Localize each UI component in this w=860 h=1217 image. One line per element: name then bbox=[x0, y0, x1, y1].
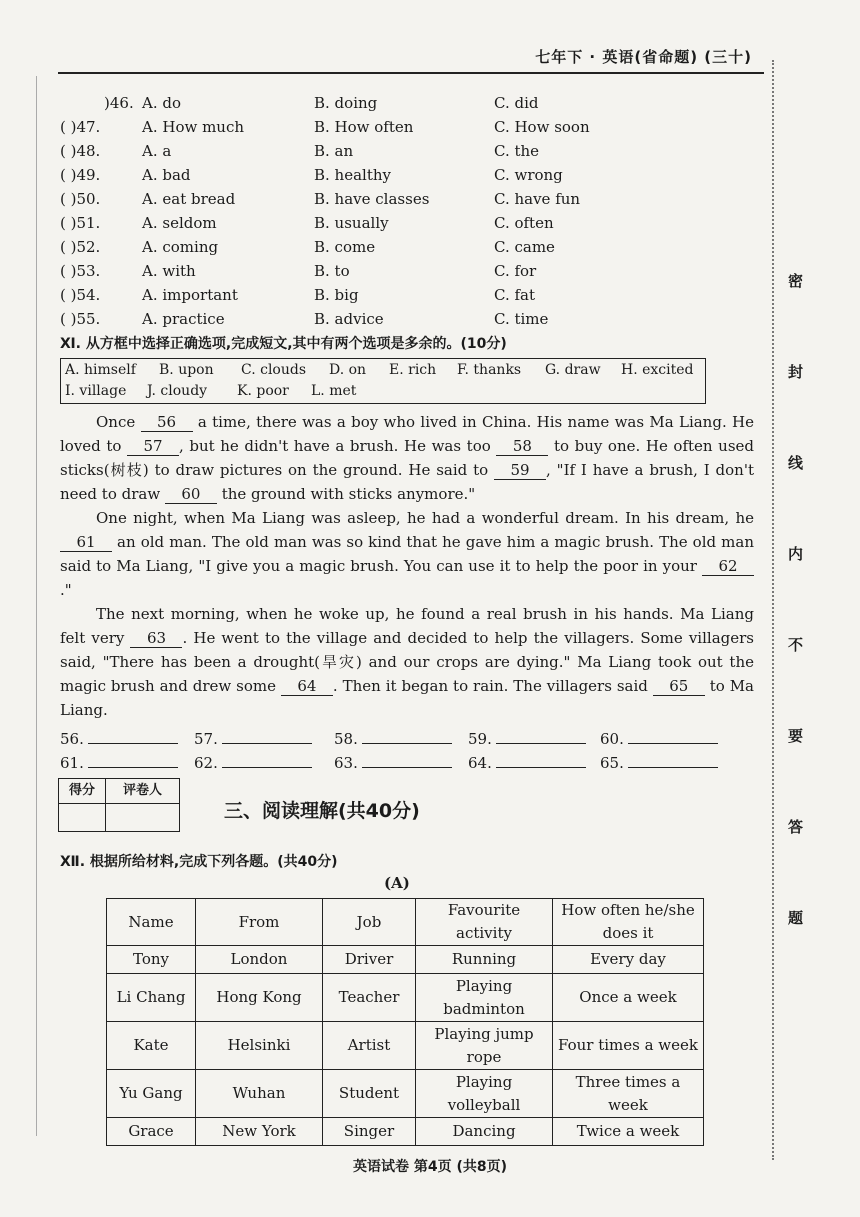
table-cell: Once a week bbox=[553, 974, 704, 1022]
option-b: B. usually bbox=[314, 214, 389, 232]
answer-slot[interactable] bbox=[600, 754, 718, 772]
table-cell: Driver bbox=[323, 946, 416, 974]
question-number: ( )54. bbox=[60, 286, 101, 304]
table-row bbox=[107, 1070, 704, 1118]
page-footer: 英语试卷 第4页 (共8页) bbox=[352, 1159, 508, 1175]
question-number: )46. bbox=[104, 94, 134, 112]
blank-65: 65 bbox=[653, 677, 705, 696]
answer-slot[interactable] bbox=[334, 730, 452, 748]
left-margin-rule bbox=[36, 76, 37, 1136]
answer-label: 61. bbox=[60, 754, 84, 772]
word-option: G. draw bbox=[545, 362, 601, 378]
word-option: F. thanks bbox=[457, 362, 522, 378]
passage-text: One night, when Ma Liang was asleep, he had a wonderful dream. In his dream, he bbox=[96, 509, 754, 527]
table-header-cell: How often he/she does it bbox=[553, 899, 704, 946]
passage-paragraph-1 bbox=[60, 410, 754, 506]
table-header-cell: Favourite activity bbox=[416, 899, 553, 946]
question-number: ( )48. bbox=[60, 142, 101, 160]
score-label: 得分 bbox=[59, 779, 106, 804]
section-11-title: Ⅺ. 从方框中选择正确选项,完成短文,其中有两个选项是多余的。(10分) bbox=[60, 336, 507, 352]
table-cell: New York bbox=[196, 1118, 323, 1146]
answer-slot[interactable] bbox=[468, 754, 586, 772]
table-cell: Every day bbox=[553, 946, 704, 974]
option-a: A. coming bbox=[142, 238, 219, 256]
answer-label: 58. bbox=[334, 730, 358, 748]
option-a: A. a bbox=[142, 142, 172, 160]
option-b: B. doing bbox=[314, 94, 378, 112]
blank-58: 58 bbox=[496, 437, 548, 456]
blank-56: 56 bbox=[141, 413, 193, 432]
table-cell: Playing badminton bbox=[416, 974, 553, 1022]
table-cell: Playing volleyball bbox=[416, 1070, 553, 1118]
table-row bbox=[107, 946, 704, 974]
answer-label: 56. bbox=[60, 730, 84, 748]
option-a: A. seldom bbox=[142, 214, 217, 232]
answer-label: 63. bbox=[334, 754, 358, 772]
table-cell: Twice a week bbox=[553, 1118, 704, 1146]
seal-char: 内 bbox=[788, 545, 804, 563]
word-option: C. clouds bbox=[241, 362, 307, 378]
option-b: B. advice bbox=[314, 310, 384, 328]
passage-text: an old man. The old man was so kind that he gave him a magic brush. The old man said to Ma Liang, "I give you a magic brush. You can use it to help the poor in your bbox=[60, 533, 754, 575]
answer-label: 57. bbox=[194, 730, 218, 748]
option-b: B. How often bbox=[314, 118, 414, 136]
passage-paragraph-2 bbox=[60, 506, 754, 602]
passage-text: Once bbox=[96, 413, 141, 431]
table-cell: Tony bbox=[107, 946, 196, 974]
option-b: B. come bbox=[314, 238, 376, 256]
option-a: A. do bbox=[142, 94, 182, 112]
option-b: B. big bbox=[314, 286, 359, 304]
page-header-title: 七年下 · 英语(省命题) (三十) bbox=[535, 48, 752, 66]
option-b: B. to bbox=[314, 262, 350, 280]
passage-a-label: (A) bbox=[384, 874, 410, 892]
option-c: C. fat bbox=[494, 286, 536, 304]
table-cell: Hong Kong bbox=[196, 974, 323, 1022]
table-row bbox=[107, 1118, 704, 1146]
answer-label: 59. bbox=[468, 730, 492, 748]
table-cell: Li Chang bbox=[107, 974, 196, 1022]
passage-text: to buy one. He often used sticks(树枝) to draw pictures on the ground. He said to bbox=[60, 437, 754, 479]
section-3-title: 三、阅读理解(共40分) bbox=[224, 800, 420, 822]
question-number: ( )50. bbox=[60, 190, 101, 208]
answer-slot[interactable] bbox=[194, 730, 312, 748]
option-b: B. have classes bbox=[314, 190, 430, 208]
table-cell: Three times a week bbox=[553, 1070, 704, 1118]
table-cell: Wuhan bbox=[196, 1070, 323, 1118]
seal-char: 答 bbox=[788, 818, 804, 836]
section-12-title: Ⅻ. 根据所给材料,完成下列各题。(共40分) bbox=[60, 854, 338, 870]
seal-char: 不 bbox=[788, 636, 804, 654]
option-c: C. wrong bbox=[494, 166, 563, 184]
seal-char: 密 bbox=[788, 272, 804, 290]
blank-61: 61 bbox=[60, 533, 112, 552]
score-box bbox=[58, 778, 180, 832]
answer-label: 62. bbox=[194, 754, 218, 772]
option-c: C. How soon bbox=[494, 118, 590, 136]
word-option: L. met bbox=[311, 383, 357, 399]
blank-64: 64 bbox=[281, 677, 333, 696]
blank-60: 60 bbox=[165, 485, 217, 504]
grader-label: 评卷人 bbox=[106, 779, 179, 804]
option-a: A. practice bbox=[142, 310, 225, 328]
question-number: ( )47. bbox=[60, 118, 101, 136]
option-c: C. for bbox=[494, 262, 537, 280]
question-number: ( )55. bbox=[60, 310, 101, 328]
table-cell: Singer bbox=[323, 1118, 416, 1146]
blank-63: 63 bbox=[130, 629, 182, 648]
table-cell: Grace bbox=[107, 1118, 196, 1146]
option-a: A. How much bbox=[142, 118, 245, 136]
question-number: ( )49. bbox=[60, 166, 101, 184]
table-cell: Four times a week bbox=[553, 1022, 704, 1070]
passage-text: a time, there was a boy who lived in China. His name was Ma Liang. He loved to bbox=[60, 413, 754, 455]
table-cell: Helsinki bbox=[196, 1022, 323, 1070]
option-b: B. an bbox=[314, 142, 354, 160]
seal-char: 题 bbox=[788, 909, 804, 927]
table-cell: Teacher bbox=[323, 974, 416, 1022]
passage-text: . Then it began to rain. The villagers said bbox=[332, 677, 653, 695]
answer-label: 64. bbox=[468, 754, 492, 772]
answer-slot[interactable] bbox=[60, 730, 178, 748]
word-option: B. upon bbox=[159, 362, 214, 378]
word-bank-box bbox=[60, 358, 706, 404]
answer-slot[interactable] bbox=[334, 754, 452, 772]
seal-char: 线 bbox=[788, 454, 804, 472]
seal-dotted-line bbox=[772, 60, 774, 1160]
option-a: A. important bbox=[142, 286, 238, 304]
passage-text: ." bbox=[60, 581, 72, 599]
score-divider bbox=[105, 804, 106, 831]
passage-text: . He went to the village and decided to help the villagers. Some villagers said, "There has been a drought(旱灾) and our crops are dying." Ma Liang took out the magic brush and drew some bbox=[60, 629, 754, 695]
table-row bbox=[107, 974, 704, 1022]
answer-slot[interactable] bbox=[60, 754, 178, 772]
option-c: C. often bbox=[494, 214, 554, 232]
option-c: C. came bbox=[494, 238, 555, 256]
passage-paragraph-3 bbox=[60, 602, 754, 722]
word-option: J. cloudy bbox=[147, 383, 208, 399]
cloze-passage bbox=[60, 410, 754, 722]
table-header-cell: From bbox=[196, 899, 323, 946]
option-a: A. eat bread bbox=[142, 190, 236, 208]
answer-slot[interactable] bbox=[468, 730, 586, 748]
passage-text: , "If I have a brush, I don't need to draw bbox=[60, 461, 754, 503]
blank-57: 57 bbox=[127, 437, 179, 456]
option-a: A. with bbox=[142, 262, 196, 280]
table-cell: Kate bbox=[107, 1022, 196, 1070]
table-cell: London bbox=[196, 946, 323, 974]
table-header-row bbox=[107, 899, 704, 946]
table-cell: Student bbox=[323, 1070, 416, 1118]
option-c: C. time bbox=[494, 310, 549, 328]
table-row bbox=[107, 1022, 704, 1070]
blank-59: 59 bbox=[494, 461, 546, 480]
table-header-cell: Name bbox=[107, 899, 196, 946]
seal-char: 要 bbox=[788, 727, 804, 745]
word-option: D. on bbox=[329, 362, 367, 378]
answer-slot[interactable] bbox=[600, 730, 718, 748]
table-header-cell: Job bbox=[323, 899, 416, 946]
table-cell: Running bbox=[416, 946, 553, 974]
option-b: B. healthy bbox=[314, 166, 391, 184]
question-number: ( )52. bbox=[60, 238, 101, 256]
blank-62: 62 bbox=[702, 557, 754, 576]
question-number: ( )53. bbox=[60, 262, 101, 280]
passage-text: , but he didn't have a brush. He was too bbox=[179, 437, 497, 455]
table-cell: Artist bbox=[323, 1022, 416, 1070]
word-option: E. rich bbox=[389, 362, 437, 378]
option-c: C. the bbox=[494, 142, 540, 160]
info-table bbox=[106, 898, 704, 1146]
answer-label: 65. bbox=[600, 754, 624, 772]
table-cell: Yu Gang bbox=[107, 1070, 196, 1118]
passage-text: the ground with sticks anymore." bbox=[216, 485, 476, 503]
option-c: C. have fun bbox=[494, 190, 581, 208]
table-cell: Playing jump rope bbox=[416, 1022, 553, 1070]
word-option: H. excited bbox=[621, 362, 694, 378]
answer-slot[interactable] bbox=[194, 754, 312, 772]
header-rule bbox=[58, 72, 764, 74]
passage-text: to Ma Liang. bbox=[60, 677, 754, 719]
word-option: K. poor bbox=[237, 383, 289, 399]
seal-text bbox=[788, 270, 808, 998]
option-c: C. did bbox=[494, 94, 539, 112]
word-option: A. himself bbox=[65, 362, 136, 378]
option-a: A. bad bbox=[142, 166, 191, 184]
answer-label: 60. bbox=[600, 730, 624, 748]
question-number: ( )51. bbox=[60, 214, 101, 232]
table-cell: Dancing bbox=[416, 1118, 553, 1146]
seal-char: 封 bbox=[788, 363, 804, 381]
word-option: I. village bbox=[65, 383, 127, 399]
passage-text: The next morning, when he woke up, he found a real brush in his hands. Ma Liang felt very bbox=[60, 605, 754, 647]
